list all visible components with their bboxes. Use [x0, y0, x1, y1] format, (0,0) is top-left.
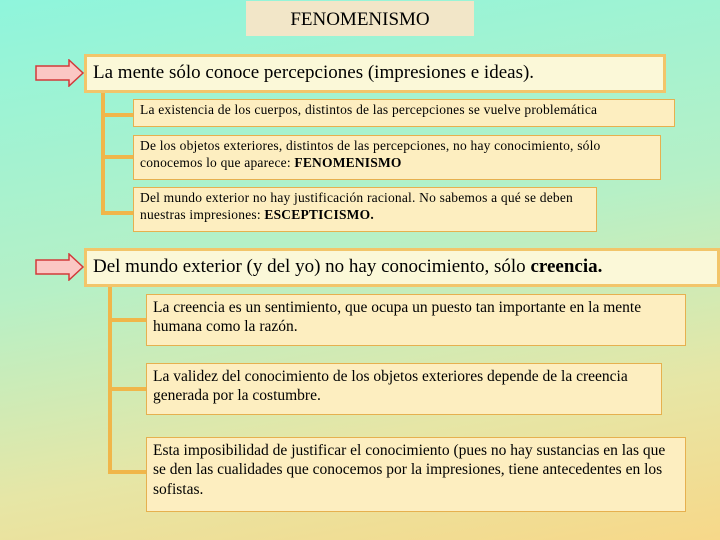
detail-box-1	[133, 99, 675, 127]
detail-text: La existencia de los cuerpos, distintos de las percepciones se vuelve problemática	[140, 102, 598, 117]
main-statement-bold: creencia.	[530, 256, 603, 277]
connector-branch	[101, 113, 133, 117]
arrow-right-icon	[35, 59, 85, 87]
connector-branch	[108, 470, 146, 474]
connector-branch	[108, 387, 146, 391]
main-statement-2	[84, 248, 720, 287]
detail-text: Esta imposibilidad de justificar el conocimiento (pues no hay sustancias en las que se den las cualidades que conocemos por la impresiones, tiene antecedentes en los sofistas.	[153, 442, 666, 498]
arrow-right-icon	[35, 253, 85, 281]
detail-text: La validez del conocimiento de los objetos exteriores depende de la creencia generada por la costumbre.	[153, 368, 628, 405]
main-statement-text: Del mundo exterior (y del yo) no hay conocimiento, sólo	[93, 256, 531, 277]
connector-branch	[108, 318, 146, 322]
detail-box-6	[146, 437, 686, 512]
connector-branch	[101, 211, 133, 215]
detail-bold-term: ESCEPTICISMO.	[264, 206, 374, 222]
detail-text: Del mundo exterior no hay justificación racional. No sabemos a qué se deben nuestras impresiones:	[140, 190, 573, 222]
detail-box-5	[146, 363, 662, 415]
connector-line	[108, 287, 112, 474]
detail-text: De los objetos exteriores, distintos de las percepciones, no hay conocimiento, sólo conocemos lo que aparece:	[140, 138, 601, 170]
detail-bold-term: FENOMENISMO	[294, 154, 402, 170]
detail-box-3	[133, 187, 597, 232]
detail-text: La creencia es un sentimiento, que ocupa un puesto tan importante en la mente humana como la razón.	[153, 299, 642, 336]
connector-line	[101, 93, 105, 215]
detail-box-4	[146, 294, 686, 346]
connector-branch	[101, 155, 133, 159]
main-statement-1: La mente sólo conoce percepciones (impresiones e ideas).	[84, 54, 666, 93]
page-title: FENOMENISMO	[246, 1, 474, 36]
detail-box-2	[133, 135, 661, 180]
